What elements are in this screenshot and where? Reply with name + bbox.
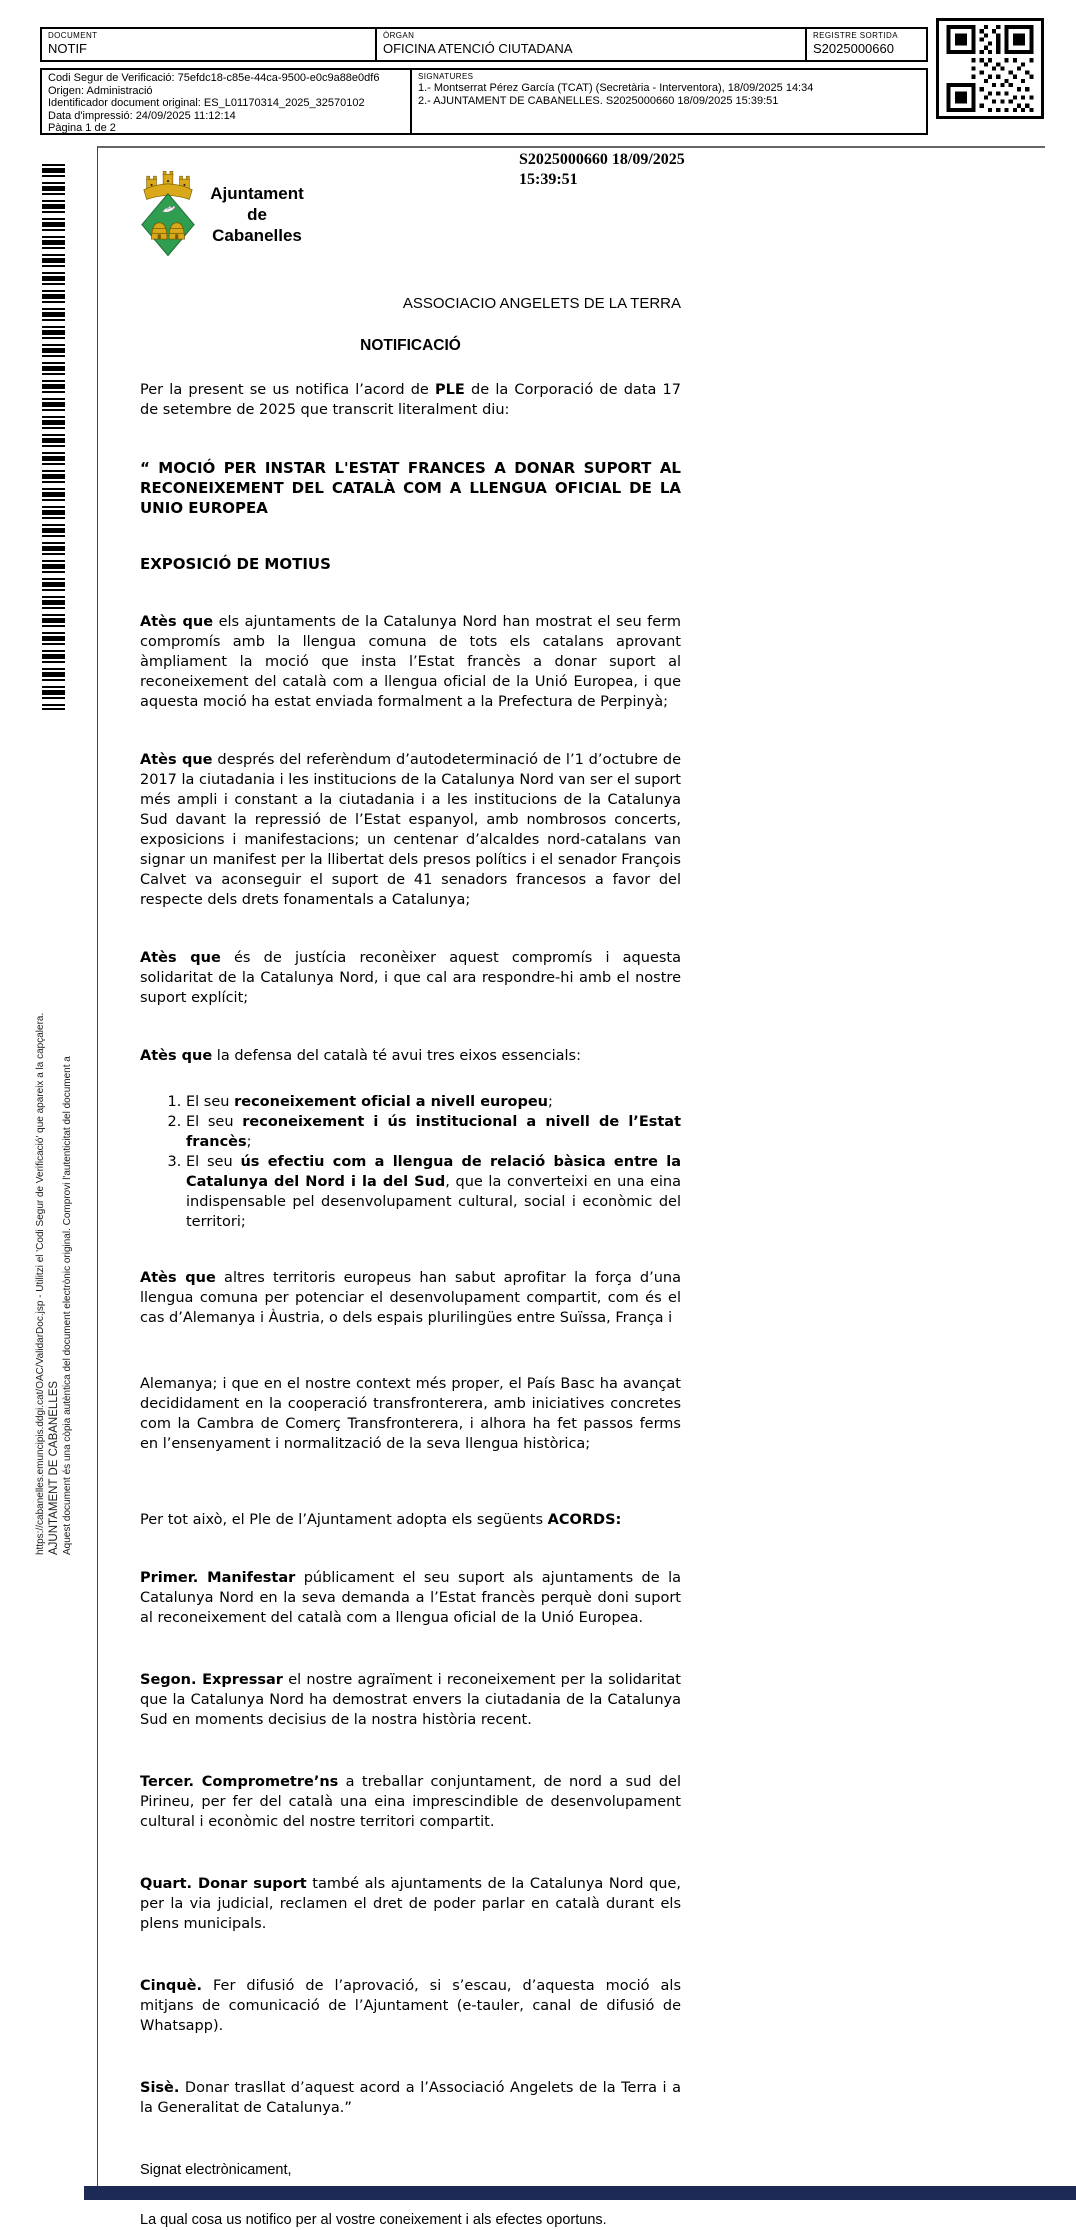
eixos-list	[140, 1092, 681, 1232]
signatures-label: SIGNATURES	[418, 72, 474, 81]
header-cell-verification	[42, 70, 410, 133]
section-heading-exposicio: EXPOSICIÓ DE MOTIUS	[140, 555, 331, 573]
paragraph-primer: Primer. Manifestar públicament el seu suport als ajuntaments de la Catalunya Nord en la seva demanda a l’Estat francès perquè doni suport al reconeixement del català com a llengua oficial de la Unió Europea.	[140, 1570, 681, 1626]
registry-stamp	[519, 150, 685, 190]
barcode	[42, 164, 65, 710]
paragraph-alemanya: Alemanya; i que en el nostre context més proper, el País Basc ha avançat decididament en la cooperació transfronterera, amb iniciatives concretes com la Cambra de Comerç Transfronterera, i alhora ha fet passos ferms en l’ensenyament i normalització de la seva llengua històrica;	[140, 1376, 681, 1452]
registre-value: S2025000660	[813, 41, 894, 56]
identificador-line: Identificador document original: ES_L01170314_2025_32570102	[48, 97, 365, 109]
registry-stamp-line2: 15:39:51	[519, 171, 578, 188]
header-meta-table-bottom	[40, 68, 928, 135]
organ-label: ÒRGAN	[383, 31, 415, 40]
qr-code	[936, 18, 1044, 119]
signature-line-1: 1.- Montserrat Pérez García (TCAT) (Secretària - Interventora), 18/09/2025 14:34	[418, 82, 814, 94]
recipient-name: ASSOCIACIO ANGELETS DE LA TERRA	[402, 295, 681, 312]
signature-line-2: 2.- AJUNTAMENT DE CABANELLES. S2025000660 18/09/2025 15:39:51	[418, 94, 779, 107]
paragraph-acords-intro: Per tot això, el Ple de l’Ajuntament adopta els següents ACORDS:	[140, 1512, 622, 1528]
paragraph-ates-5: Atès que altres territoris europeus han sabut aprofitar la força d’una llengua comuna per potenciar el desenvolupament compartit, com és el cas d’Alemanya i Àustria, o dels espais plurilingües entre Suïssa, França i	[140, 1270, 682, 1326]
pagina-line: Pàgina 1 de 2	[48, 122, 116, 134]
municipality-name	[198, 183, 316, 246]
list-item-3: 3. El seu ús efectiu com a llengua de relació bàsica entre la Catalunya del Nord i la del Sud, que la converteixi en una eina indispensable pel desenvolupament cultural, social i econòmic del territori;	[186, 1152, 681, 1232]
impressio-line: Data d'impressió: 24/09/2025 11:12:14	[48, 109, 236, 122]
registre-label: REGISTRE SORTIDA	[813, 31, 898, 40]
origen-line: Origen: Administració	[48, 84, 153, 97]
paragraph-ates-4: Atès que la defensa del català té avui tres eixos essencials:	[140, 1048, 581, 1064]
document-title: NOTIFICACIÓ	[360, 337, 461, 354]
motion-title: “ MOCIÓ PER INSTAR L'ESTAT FRANCES A DONAR SUPORT AL RECONEIXEMENT DEL CATALÀ COM A LLENGUA OFICIAL DE LA UNIO EUROPEA	[140, 459, 681, 517]
municipality-name-line2: de	[247, 205, 267, 224]
municipality-name-line1: Ajuntament	[210, 184, 304, 203]
csv-line: Codi Segur de Verificació: 75efdc18-c85e-44ca-9500-e0c9a88e0df6	[48, 72, 380, 84]
paragraph-ates-2: Atès que després del referèndum d’autodeterminació de l’1 d’octubre de 2017 la ciutadania i les institucions de la Catalunya Nord van ser el suport més ampli i constant a la ciutadania i a les institucions de la Catalunya Sud davant la repressió de l’Estat espanyol, amb nombrosos concerts, exposicions i manifestacions; un centenar d’alcaldes nord-catalans van signar un manifest per la llibertat dels presos polítics i el senador François Calvet va aconseguir el suport de 41 senadors francesos a favor del respecte dels drets fonamentals a Catalunya;	[140, 752, 681, 908]
coat-of-arms	[138, 166, 198, 260]
qr-code-pattern	[943, 25, 1037, 112]
paragraph-sise: Sisè. Donar trasllat d’aquest acord a l’Associació Angelets de la Terra i a la Generalitat de Catalunya.”	[140, 2080, 681, 2116]
notification-closing-line: La qual cosa us notifico per al vostre coneixement i als efectes oportuns.	[140, 2212, 607, 2228]
signed-electronically-line: Signat electrònicament,	[140, 2162, 292, 2178]
document-value: NOTIF	[48, 41, 87, 56]
lozenge-shield	[142, 194, 194, 256]
side-organization-name: AJUNTAMENT DE CABANELLES	[48, 1380, 60, 1555]
header-cell-signatures	[410, 70, 926, 133]
document-body	[140, 294, 681, 2230]
registry-stamp-line1: S2025000660 18/09/2025	[519, 151, 685, 168]
organ-value: OFICINA ATENCIÓ CIUTADANA	[383, 41, 573, 56]
side-authenticity-note: Aquest document és una còpia autèntica del document electrònic original. Comprovi l'autenticitat del document a	[62, 1056, 73, 1555]
paragraph-ates-3: Atès que és de justícia reconèixer aquest compromís i aquesta solidaritat de la Catalunya Nord, i que cal ara respondre-hi amb el nostre suport explícit;	[140, 950, 681, 1006]
municipality-name-line3: Cabanelles	[212, 226, 302, 245]
list-item-1: 1. El seu reconeixement oficial a nivell europeu;	[186, 1092, 681, 1112]
header-cell-registre	[805, 29, 926, 60]
paragraph-intro: Per la present se us notifica l’acord de PLE de la Corporació de data 17 de setembre de 2025 que transcrit literalment diu:	[140, 382, 681, 418]
document-label: DOCUMENT	[48, 31, 98, 40]
list-item-2: 2. El seu reconeixement i ús institucional a nivell de l’Estat francès;	[186, 1112, 681, 1152]
paragraph-ates-1: Atès que els ajuntaments de la Catalunya Nord han mostrat el seu ferm compromís amb la llengua comuna de tots els catalans aprovant àmpliament la moció que insta l’Estat francès a donar suport al reconeixement del català com a llengua oficial de la Unió Europea, i que aquesta moció ha estat enviada formalment a la Prefectura de Perpinyà;	[140, 614, 681, 710]
header-cell-document	[42, 29, 375, 60]
side-validation-text	[34, 930, 74, 1555]
side-validation-url: https://cabanelles.emuncipis.ddgi.cat/OAC/ValidarDoc.jsp - Utilitzi el 'Codi Segur de Verificació' que apareix a la capçalera.	[35, 1012, 46, 1555]
header-meta-table-top	[40, 27, 928, 62]
header-cell-organ	[375, 29, 805, 60]
paragraph-segon: Segon. Expressar el nostre agraïment i reconeixement per la solidaritat que la Catalunya Nord ha demostrat envers la ciutadania de la Catalunya Sud en moments decisius de la nostra història recent.	[140, 1672, 681, 1728]
paragraph-quart: Quart. Donar suport també als ajuntaments de la Catalunya Nord que, per la via judicial, reclamen el dret de poder parlar en català durant els plens municipals.	[140, 1876, 681, 1932]
paragraph-cinque: Cinquè. Fer difusió de l’aprovació, si s’escau, d’aquesta moció als mitjans de comunicació de l’Ajuntament (e-tauler, canal de difusió de Whatsapp).	[140, 1978, 681, 2034]
footer-bar	[84, 2186, 1076, 2200]
paragraph-tercer: Tercer. Comprometre’ns a treballar conjuntament, de nord a sud del Pirineu, per fer del català una eina imprescindible de desenvolupament cultural i econòmic del nostre territori compartit.	[140, 1774, 681, 1830]
